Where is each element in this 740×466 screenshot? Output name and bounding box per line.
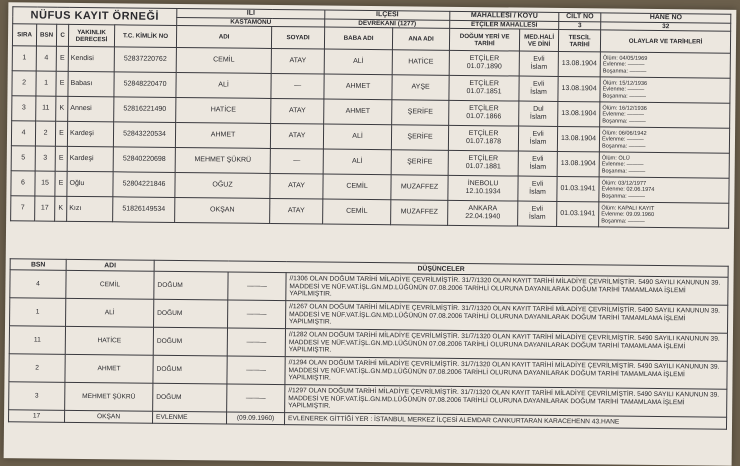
row-father-name: CEMİL: [323, 174, 391, 200]
row-registration-date-tescil: 13.08.1904: [561, 135, 597, 143]
row-events-olay2: Evlenme: ———: [602, 61, 645, 69]
remark-bsn: 17: [9, 410, 65, 423]
row-events-olay3: Boşanma: ———: [602, 93, 647, 100]
row-registration-date: [557, 152, 599, 177]
row-sira: 5: [11, 146, 35, 171]
row-registration-date: [558, 52, 600, 77]
il-label: İLİ: [177, 8, 325, 19]
row-events-olay2: Evlenme: ———: [601, 161, 644, 169]
remark-event: EVLENME: [153, 411, 227, 424]
il-value: KASTAMONU: [177, 18, 325, 28]
row-mother-name: ŞERİFE: [391, 125, 448, 151]
row-birth: [449, 51, 519, 77]
row-father-name: ALİ: [324, 49, 392, 75]
remark-text: EVLENEREK GİTTİĞİ YER : İSTANBUL MERKEZ İLÇESİ ALEMDAR CANKURTARAN KARACEHENN 43.HANE: [284, 413, 726, 430]
row-registration-date-tescil: 13.08.1904: [561, 110, 597, 118]
row-name: OĞUZ: [175, 173, 270, 199]
ilce-label: İLÇESİ: [325, 10, 450, 20]
row-marital-medeni: Evli: [532, 81, 545, 89]
row-surname: ATAY: [270, 174, 323, 200]
row-sira: 1: [12, 46, 36, 71]
row-relation: Kızı: [67, 197, 113, 222]
document-page: [4, 2, 737, 466]
row-tc-no: 52848220470: [114, 72, 176, 98]
row-registration-date: [557, 202, 599, 227]
remark-date: ———: [228, 300, 286, 329]
row-birth-dogum_tarih: 22.04.1940: [465, 213, 501, 221]
row-birth: [448, 201, 518, 227]
row-events-olay3: Boşanma: ———: [602, 68, 647, 75]
row-name: OKŞAN: [175, 198, 270, 224]
row-sira: 2: [12, 71, 36, 96]
row-bsn: 15: [35, 171, 55, 196]
col-sira: SIRA: [12, 24, 36, 46]
row-registration-date: [557, 127, 599, 152]
row-birth-dogum_yer: ANKARA: [468, 205, 498, 213]
remark-event: DOĞUM: [153, 355, 227, 384]
row-events-olay2: Evlenme: ———: [602, 86, 645, 94]
row-birth-dogum_yer: İNEBOLU: [467, 180, 499, 188]
remark-event: DOĞUM: [153, 327, 227, 356]
col-baba: BABA ADI: [324, 27, 392, 50]
row-mother-name: ŞERİFE: [391, 150, 448, 176]
population-register-table: [10, 6, 731, 229]
row-marital: [518, 201, 557, 226]
row-name: HATİCE: [176, 98, 271, 124]
row-relation: Babası: [68, 72, 114, 97]
row-mother-name: MUZAFFEZ: [391, 175, 448, 201]
row-relation: Annesi: [68, 97, 114, 122]
row-registration-date: [557, 177, 599, 202]
remark-text: //1267 OLAN DOĞUM TARİHİ MİLADİYE ÇEVRİLMİŞTİR. 31/7/1320 OLAN KAYIT TARİHİ MİLADİYE ÇEVRİLMİŞTİR. 5490 SAYILI KANUNUN 39. MADDESİ VE NÜF.VAT.İŞL.GN.MD.LÜĞÜNÜN 07.08.2006 TARİHLİ OLURUNA DAYANILARAK DOĞUM TARİHİ TAMAMLAMA İŞLEMİ YAPILMIŞTIR.: [286, 301, 728, 334]
row-birth-dogum_yer: ETÇİLER: [469, 80, 499, 88]
remark-bsn: 3: [9, 382, 65, 411]
row-marital: [518, 151, 557, 176]
row-relation: Oğlu: [67, 172, 113, 197]
row-mother-name: ŞERİFE: [392, 100, 449, 126]
row-mother-name: MUZAFFEZ: [391, 200, 448, 226]
hane-label: HANE NO: [601, 13, 731, 23]
col-tescil: TESCİL TARİHİ: [558, 30, 600, 52]
row-gender: E: [55, 172, 67, 197]
row-registration-date-tescil: 01.03.1941: [560, 185, 596, 193]
row-father-name: ALİ: [323, 124, 391, 150]
row-events-olay3: Boşanma: ———: [601, 218, 645, 225]
row-birth: [448, 176, 518, 202]
col-soyadi: SOYADI: [271, 27, 324, 50]
row-events: [599, 202, 729, 228]
remark-event: DOĞUM: [154, 271, 228, 300]
row-marital-medeni: Evli: [531, 206, 543, 214]
remark-event: DOĞUM: [154, 299, 228, 328]
row-marital-medeni: Evli: [533, 56, 545, 64]
row-father-name: AHMET: [324, 74, 392, 100]
row-tc-no: 51826149534: [113, 197, 175, 223]
row-father-name: ALİ: [323, 149, 391, 175]
row-birth: [449, 76, 519, 102]
row-events-olay1: Ölüm: 15/12/1936: [602, 80, 648, 87]
remark-bsn: 2: [9, 354, 65, 383]
row-gender: K: [56, 97, 68, 122]
row-sira: 7: [11, 196, 35, 221]
remarks-rows: [9, 270, 729, 430]
row-events-olay3: Boşanma: ———: [601, 168, 646, 175]
row-marital-medeni: Dul: [533, 106, 544, 114]
hane-value: 32: [601, 22, 731, 32]
register-rows: [11, 46, 731, 229]
remarks-table: [8, 258, 729, 430]
row-birth-dogum_tarih: 01.07.1890: [466, 63, 502, 71]
row-bsn: 11: [36, 96, 56, 121]
remark-text: //1297 OLAN DOĞUM TARİHİ MİLADİYE ÇEVRİLMİŞTİR. 31/7/1320 OLAN KAYIT TARİHİ MİLADİYE ÇEVRİLMİŞTİR. 5490 SAYILI KANUNUN 39. MADDESİ VE NÜF.VAT.İŞL.GN.MD.LÜĞÜNÜN 07.08.2006 TARİHLİ OLURUNA DAYANILARAK DOĞUM TARİHİ TAMAMLAMA İŞLEMİ YAPILMIŞTIR.: [285, 385, 727, 418]
remark-name: CEMİL: [66, 270, 154, 299]
row-events-olay3: Boşanma: ———: [601, 193, 646, 200]
row-father-name: AHMET: [324, 99, 392, 125]
row-gender: E: [56, 72, 68, 97]
row-name: AHMET: [175, 123, 270, 149]
row-gender: E: [55, 147, 67, 172]
row-events-olay2: Evlenme: 09.09.1960: [601, 211, 655, 219]
row-marital-din: İslam: [529, 189, 546, 197]
remark-date: ———: [228, 272, 286, 301]
col-tc: T.C. KİMLİK NO: [114, 25, 176, 48]
remark-event: DOĞUM: [153, 383, 227, 412]
row-birth-dogum_tarih: 01.07.1881: [465, 163, 501, 171]
row-surname: —: [270, 149, 323, 175]
row-gender: E: [55, 122, 67, 147]
row-birth-dogum_tarih: 01.07.1866: [466, 113, 502, 121]
row-marital: [518, 126, 557, 151]
row-relation: Kendisi: [68, 47, 114, 72]
col-yakinlik: YAKINLIK DERECESİ: [68, 25, 114, 47]
row-mother-name: HATİCE: [392, 50, 449, 76]
row-marital-medeni: Evli: [532, 156, 544, 164]
row-sira: 3: [12, 96, 36, 121]
row-marital-medeni: Evli: [531, 181, 544, 189]
row-marital: [519, 101, 558, 126]
remark-name: HATİCE: [65, 326, 153, 355]
row-surname: ATAY: [270, 199, 323, 225]
remark-name: ALİ: [66, 298, 154, 327]
row-events: [600, 102, 730, 128]
remark-bsn: 1: [10, 298, 66, 327]
remark-name: MEHMET ŞÜKRÜ: [65, 382, 153, 411]
col-olaylar: OLAYLAR VE TARİHLERİ: [600, 30, 730, 53]
row-birth-dogum_yer: ETÇİLER: [469, 55, 500, 63]
remark-text: //1306 OLAN DOĞUM TARİHİ MİLADİYE ÇEVRİLMİŞTİR. 31/7/1320 OLAN KAYIT TARİHİ MİLADİYE ÇEVRİLMİŞTİR. 5490 SAYILI KANUNUN 39. MADDESİ VE NÜF.VAT.İŞL.GN.MD.LÜĞÜNÜN 07.08.2006 TARİHLİ OLURUNA DAYANILARAK DOĞUM TARİHİ TAMAMLAMA İŞLEMİ YAPILMIŞTIR.: [286, 273, 728, 306]
row-sira: 4: [11, 121, 35, 146]
col-adi: ADI: [176, 26, 271, 49]
row-events-olay1: Ölüm: 06/06/1942: [602, 130, 647, 137]
row-birth-dogum_yer: ETÇİLER: [468, 130, 499, 138]
row-birth-dogum_yer: ETÇİLER: [468, 155, 499, 163]
row-events-olay2: Evlenme: ———: [602, 111, 645, 119]
row-tc-no: 52843220534: [113, 122, 175, 148]
remark-name: AHMET: [65, 354, 153, 383]
row-events: [600, 52, 730, 78]
row-events-olay2: Evlenme: 02.06.1974: [601, 186, 655, 194]
col-dogum: DOĞUM YERİ VE TARİHİ: [449, 29, 519, 52]
row-registration-date-tescil: 13.08.1904: [560, 160, 596, 168]
row-marital-din: İslam: [529, 164, 547, 172]
row-events-olay1: Ölüm: 04/05/1969: [602, 55, 648, 62]
cilt-label: CİLT NO: [559, 12, 601, 21]
row-events-olay3: Boşanma: ———: [601, 143, 646, 150]
row-birth: [448, 151, 518, 177]
row-marital: [519, 76, 558, 101]
row-gender: K: [55, 197, 67, 222]
row-surname: ATAY: [271, 49, 324, 75]
row-birth-dogum_tarih: 01.07.1878: [465, 138, 502, 146]
mahalle-label: MAHALLESİ / KÖYÜ: [450, 11, 559, 21]
row-birth: [448, 126, 518, 152]
document-title: NÜFUS KAYIT ÖRNEĞİ: [13, 7, 177, 26]
row-events-olay1: Ölüm: ÖLÜ: [601, 155, 630, 162]
row-bsn: 4: [36, 46, 56, 71]
row-marital-din: İslam: [529, 139, 547, 147]
row-marital: [519, 51, 558, 76]
row-bsn: 17: [35, 196, 55, 221]
row-events-olay1: Ölüm: KAPALI KAYIT: [601, 205, 655, 212]
remark-text: //1294 OLAN DOĞUM TARİHİ MİLADİYE ÇEVRİLMİŞTİR. 31/7/1320 OLAN KAYIT TARİHİ MİLADİYE ÇEVRİLMİŞTİR. 5490 SAYILI KANUNUN 39. MADDESİ VE NÜF.VAT.İŞL.GN.MD.LÜĞÜNÜN 07.08.2006 TARİHLİ OLURUNA DAYANILARAK DOĞUM TARİHİ TAMAMLAMA İŞLEMİ YAPILMIŞTIR.: [285, 357, 727, 390]
cilt-value: 3: [559, 22, 601, 31]
row-registration-date: [558, 77, 600, 102]
remark-date: ———: [227, 356, 285, 385]
row-events-olay1: Ölüm: 16/12/1936: [602, 105, 647, 112]
row-marital-din: İslam: [530, 64, 548, 72]
remark-text: //1282 OLAN DOĞUM TARİHİ MİLADİYE ÇEVRİLMİŞTİR. 31/7/1320 OLAN KAYIT TARİHİ MİLADİYE ÇEVRİLMİŞTİR. 5490 SAYILI KANUNUN 39. MADDESİ VE NÜF.VAT.İŞL.GN.MD.LÜĞÜNÜN 07.08.2006 TARİHLİ OLURUNA DAYANILARAK DOĞUM TARİHİ TAMAMLAMA İŞLEMİ YAPILMIŞTIR.: [285, 329, 727, 362]
row-bsn: 1: [36, 71, 56, 96]
row-marital-medeni: Evli: [532, 131, 544, 139]
row-relation: Kardeşi: [67, 147, 113, 172]
row-birth-dogum_yer: ETÇİLER: [469, 105, 499, 113]
row-events-olay1: Ölüm: 03/12/1977: [601, 180, 647, 187]
row-birth: [449, 101, 519, 127]
row-birth-dogum_tarih: 12.10.1934: [465, 188, 501, 196]
remark-bsn: 11: [9, 326, 65, 355]
notes-col-adi: ADI: [66, 259, 154, 271]
row-gender: E: [56, 47, 68, 72]
row-surname: —: [271, 74, 324, 100]
row-name: ALİ: [176, 73, 271, 99]
row-tc-no: 52804221846: [113, 172, 175, 198]
row-events: [600, 77, 730, 103]
col-c: C: [56, 25, 68, 47]
col-bsn: BSN: [36, 24, 56, 46]
row-marital: [518, 176, 557, 201]
row-relation: Kardeşi: [67, 122, 113, 147]
row-tc-no: 52840220698: [113, 147, 175, 173]
row-father-name: CEMİL: [323, 199, 391, 225]
row-marital-din: İslam: [528, 214, 546, 222]
row-birth-dogum_tarih: 01.07.1851: [466, 88, 502, 96]
row-bsn: 2: [35, 121, 55, 146]
remark-date: ———: [227, 328, 285, 357]
row-events-olay3: Boşanma: ———: [602, 118, 646, 125]
row-tc-no: 52837220762: [114, 47, 176, 73]
row-events: [599, 177, 729, 203]
row-registration-date-tescil: 13.08.1904: [561, 60, 597, 68]
row-name: MEHMET ŞÜKRÜ: [175, 148, 270, 174]
remark-date: (09.09.1960): [227, 412, 285, 425]
mahalle-value: ETÇİLER MAHALLESİ: [450, 20, 559, 30]
remark-bsn: 4: [10, 270, 66, 299]
row-events: [599, 127, 729, 153]
remark-name: OKŞAN: [65, 410, 153, 423]
notes-col-bsn: BSN: [10, 259, 66, 271]
col-medeni: MED.HALİ VE DİNİ: [519, 29, 558, 51]
row-name: CEMİL: [176, 48, 271, 74]
row-surname: ATAY: [271, 99, 324, 125]
row-surname: ATAY: [270, 124, 323, 150]
row-marital-din: İslam: [529, 114, 547, 122]
ilce-value: DEVREKANİ (1277): [325, 19, 450, 29]
row-sira: 6: [11, 171, 35, 196]
col-ana: ANA ADI: [392, 28, 449, 51]
row-bsn: 3: [35, 146, 55, 171]
row-mother-name: AYŞE: [392, 75, 449, 101]
row-registration-date-tescil: 13.08.1904: [561, 85, 597, 93]
row-marital-din: İslam: [530, 89, 547, 97]
remark-date: ———: [227, 384, 285, 413]
row-registration-date-tescil: 01.03.1941: [560, 210, 596, 218]
notes-col-dusunceler: DÜŞÜNCELER: [154, 260, 728, 277]
row-registration-date: [558, 102, 600, 127]
row-events-olay2: Evlenme: ———: [602, 136, 644, 144]
row-events: [599, 152, 729, 178]
row-tc-no: 52816221490: [114, 97, 176, 123]
